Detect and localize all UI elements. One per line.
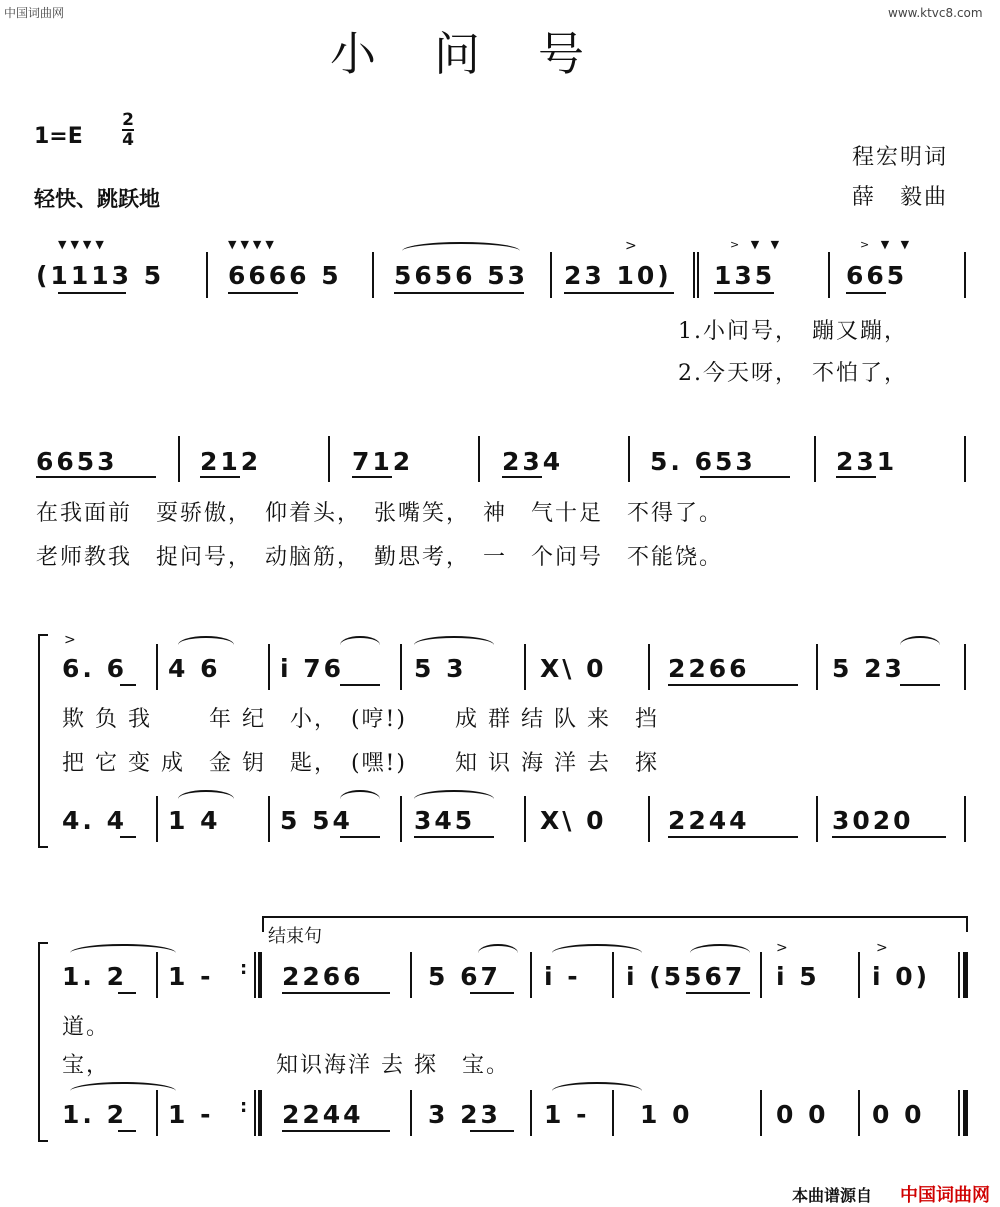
beam-underline <box>58 292 126 294</box>
staccato-marks: ▼▼▼▼ <box>228 238 278 251</box>
measure: 1 - <box>168 1100 214 1129</box>
measure: X\ 0 <box>540 806 607 835</box>
measure: 231 <box>836 447 898 476</box>
barline <box>524 644 526 690</box>
barline <box>612 952 614 998</box>
final-barline <box>963 1090 968 1136</box>
final-barline <box>958 952 960 998</box>
barline <box>524 796 526 842</box>
slur <box>414 636 494 654</box>
accent-mark: > <box>876 940 888 956</box>
beam-underline <box>200 476 240 478</box>
beam-underline <box>832 836 946 838</box>
beam-underline <box>118 992 136 994</box>
beam-underline <box>564 292 674 294</box>
lyrics-verse1: 欺 负 我 年 纪 小， (哼!) 成 群 结 队 来 挡 <box>62 707 659 732</box>
barline <box>372 252 374 298</box>
beam-underline <box>340 836 380 838</box>
barline <box>964 252 966 298</box>
beam-underline <box>282 1130 390 1132</box>
final-barline <box>958 1090 960 1136</box>
repeat-dots: : <box>240 958 248 979</box>
measure: 345 <box>414 806 476 835</box>
beam-underline <box>470 1130 514 1132</box>
measure: 2244 <box>668 806 750 835</box>
footer-source: 本曲谱源自 <box>792 1186 873 1205</box>
measure: 6666 5 <box>228 261 342 290</box>
barline <box>156 796 158 842</box>
barline <box>964 796 966 842</box>
measure: 0 0 <box>872 1100 925 1129</box>
beam-underline <box>120 684 136 686</box>
beam-underline <box>686 992 750 994</box>
watermark-left: 中国词曲网 <box>4 6 65 20</box>
beam-underline <box>228 292 298 294</box>
beam-underline <box>502 476 542 478</box>
measure: 4 6 <box>168 654 221 683</box>
lyrics-verse2: 把 它 变 成 金 钥 匙， (嘿!) 知 识 海 洋 去 探 <box>62 751 659 776</box>
barline <box>964 436 966 482</box>
watermark-right: www.ktvc8.com <box>888 6 983 20</box>
beam-underline <box>714 292 774 294</box>
measure: 1. 2 <box>62 962 127 991</box>
beam-underline <box>340 684 380 686</box>
barline <box>328 436 330 482</box>
measure: 5 67 <box>428 962 501 991</box>
final-barline <box>963 952 968 998</box>
time-signature-bottom: 4 <box>122 130 134 150</box>
beam-underline <box>470 992 514 994</box>
system-bracket <box>38 942 48 1142</box>
barline <box>478 436 480 482</box>
measure: 1. 2 <box>62 1100 127 1129</box>
barline <box>156 952 158 998</box>
measure: 5656 53 <box>394 261 529 290</box>
slur <box>900 636 940 654</box>
accent-mark: > <box>776 940 788 956</box>
measure: 2266 <box>668 654 750 683</box>
barline <box>410 1090 412 1136</box>
ending-bracket <box>262 916 968 932</box>
barline <box>858 952 860 998</box>
measure: 1 - <box>168 962 214 991</box>
barline <box>828 252 830 298</box>
barline <box>964 644 966 690</box>
lyrics-verse2: 宝， <box>62 1053 111 1078</box>
measure: 3 23 <box>428 1100 501 1129</box>
barline <box>760 1090 762 1136</box>
slur <box>340 636 380 654</box>
time-signature-top: 2 <box>122 110 134 130</box>
key-signature: 1=E <box>34 124 83 149</box>
barline <box>816 644 818 690</box>
beam-underline <box>36 476 156 478</box>
repeat-barline <box>254 952 256 998</box>
staccato-marks: ▼▼▼▼ <box>58 238 108 251</box>
barline <box>693 252 695 298</box>
beam-underline <box>900 684 940 686</box>
beam-underline <box>118 1130 136 1132</box>
accent-mark: > <box>625 238 637 254</box>
measure: 4. 4 <box>62 806 127 835</box>
composer-credit: 薛 毅曲 <box>852 185 949 210</box>
barline <box>400 644 402 690</box>
lyrics-verse1: 在我面前 耍骄傲， 仰着头， 张嘴笑， 神 气十足 不得了。 <box>36 501 724 526</box>
barline <box>858 1090 860 1136</box>
staccato-marks: > ▼ ▼ <box>730 238 784 251</box>
measure: i 5 <box>776 962 820 991</box>
measure: 23 10) <box>564 261 672 290</box>
repeat-barline <box>254 1090 256 1136</box>
measure: i 76 <box>280 654 345 683</box>
measure: 712 <box>352 447 414 476</box>
measure: i 0) <box>872 962 931 991</box>
tempo-marking: 轻快、跳跃地 <box>34 187 160 211</box>
ending-label: 结束句 <box>268 926 322 947</box>
barline <box>410 952 412 998</box>
beam-underline <box>700 476 790 478</box>
measure: (1113 5 <box>36 261 165 290</box>
barline <box>156 1090 158 1136</box>
measure: 5. 653 <box>650 447 756 476</box>
measure: 1 0 <box>640 1100 693 1129</box>
repeat-barline <box>258 1090 262 1136</box>
barline <box>814 436 816 482</box>
measure: 1 - <box>544 1100 590 1129</box>
time-signature <box>122 112 134 148</box>
beam-underline <box>394 292 524 294</box>
barline <box>156 644 158 690</box>
barline <box>760 952 762 998</box>
barline <box>612 1090 614 1136</box>
measure: 135 <box>714 261 776 290</box>
lyrics-verse1: 道。 <box>62 1015 111 1040</box>
slur <box>70 1082 176 1100</box>
lyrics-verse2: 老师教我 捉问号， 动脑筋， 勤思考， 一 个问号 不能饶。 <box>36 545 724 570</box>
measure: 5 54 <box>280 806 353 835</box>
beam-underline <box>846 292 886 294</box>
beam-underline <box>282 992 390 994</box>
slur <box>402 242 520 260</box>
beam-underline <box>836 476 876 478</box>
barline <box>178 436 180 482</box>
measure: 5 23 <box>832 654 905 683</box>
barline <box>530 1090 532 1136</box>
staccato-marks: > ▼ ▼ <box>860 238 914 251</box>
measure: 212 <box>200 447 262 476</box>
barline <box>816 796 818 842</box>
measure: X\ 0 <box>540 654 607 683</box>
measure: 2266 <box>282 962 364 991</box>
barline <box>697 252 699 298</box>
measure: 6. 6 <box>62 654 127 683</box>
slur <box>690 944 750 962</box>
measure: 2244 <box>282 1100 364 1129</box>
repeat-barline <box>258 952 262 998</box>
slur <box>552 944 642 962</box>
measure: 5 3 <box>414 654 467 683</box>
beam-underline <box>352 476 392 478</box>
lyrics-verse2: 2.今天呀， 不怕了， <box>678 361 908 386</box>
lyrics-verse2-ending: 知识海洋 去 探 宝。 <box>276 1053 510 1078</box>
barline <box>268 796 270 842</box>
barline <box>400 796 402 842</box>
slur <box>552 1082 642 1100</box>
measure: i (5567 <box>626 962 746 991</box>
measure: 3020 <box>832 806 914 835</box>
barline <box>206 252 208 298</box>
beam-underline <box>668 836 798 838</box>
slur <box>178 636 234 654</box>
beam-underline <box>120 836 136 838</box>
system-bracket <box>38 634 48 848</box>
barline <box>550 252 552 298</box>
measure: 665 <box>846 261 908 290</box>
song-title: 小问号 <box>330 27 642 81</box>
barline <box>628 436 630 482</box>
barline <box>530 952 532 998</box>
measure: i - <box>544 962 581 991</box>
lyrics-verse1: 1.小问号， 蹦又蹦， <box>678 319 908 344</box>
beam-underline <box>414 836 494 838</box>
beam-underline <box>668 684 798 686</box>
footer-brand-link[interactable]: 中国词曲网 <box>900 1185 990 1206</box>
slur <box>478 944 518 962</box>
measure: 1 4 <box>168 806 221 835</box>
repeat-dots: : <box>240 1096 248 1117</box>
slur <box>70 944 176 962</box>
measure: 6653 <box>36 447 118 476</box>
measure: 234 <box>502 447 564 476</box>
lyricist-credit: 程宏明词 <box>852 145 949 170</box>
accent-mark: > <box>64 632 76 648</box>
barline <box>648 644 650 690</box>
measure: 0 0 <box>776 1100 829 1129</box>
barline <box>268 644 270 690</box>
barline <box>648 796 650 842</box>
